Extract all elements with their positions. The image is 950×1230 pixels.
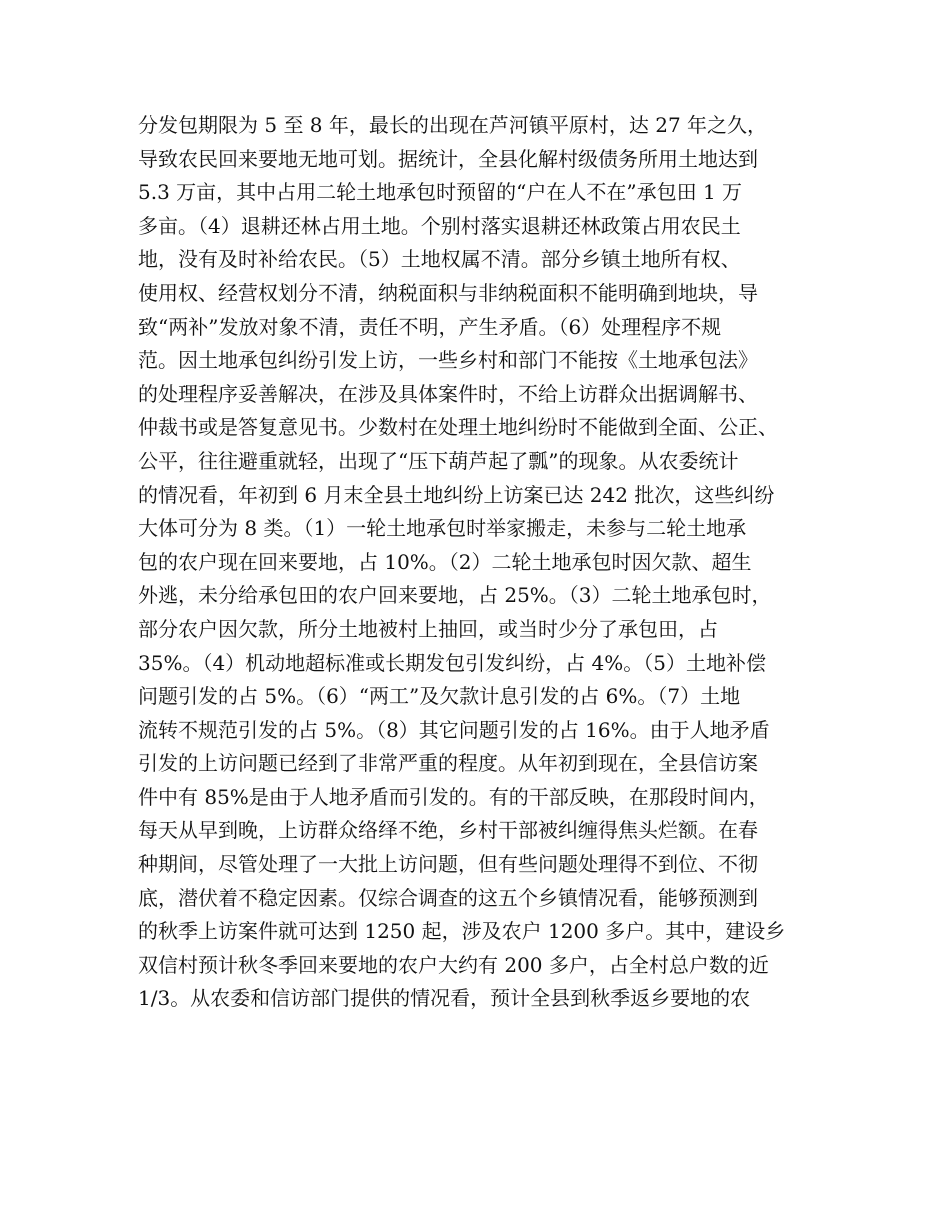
text-line-13: 大体可分为 8 类。（1）一轮土地承包时举家搬走，未参与二轮土地承 xyxy=(138,516,747,541)
text-line-9: 的处理程序妥善解决，在涉及具体案件时，不给上访群众出据调解书、 xyxy=(138,381,758,406)
text-line-12: 的情况看，年初到 6 月末全县土地纠纷上访案已达 242 批次，这些纠纷 xyxy=(138,482,775,507)
text-line-1: 分发包期限为 5 至 8 年，最长的出现在芦河镇平原村，达 27 年之久， xyxy=(138,113,768,137)
text-line-21: 件中有 85%是由于人地矛盾而引发的。有的干部反映，在那段时间内， xyxy=(138,784,769,809)
body-paragraph xyxy=(138,109,828,1016)
text-line-7: 致“两补”发放对象不清，责任不明，产生矛盾。（6）处理程序不规 xyxy=(138,314,722,339)
text-line-14: 包的农户现在回来要地，占 10%。（2）二轮土地承包时因欠款、超生 xyxy=(138,549,752,574)
text-line-17: 35%。（4）机动地超标准或长期发包引发纠纷，占 4%。（5）土地补偿 xyxy=(138,650,766,675)
text-line-6: 使用权、经营权划分不清，纳税面积与非纳税面积不能明确到地块，导 xyxy=(138,280,758,305)
text-line-26: 双信村预计秋冬季回来要地的农户大约有 200 多户，占全村总户数的近 xyxy=(138,952,769,977)
text-line-8: 范。因土地承包纠纷引发上访，一些乡村和部门不能按《土地承包法》 xyxy=(138,348,758,373)
text-line-23: 种期间，尽管处理了一大批上访问题，但有些问题处理得不到位、不彻 xyxy=(138,852,758,877)
text-line-22: 每天从早到晚，上访群众络绎不绝，乡村干部被纠缠得焦头烂额。在春 xyxy=(138,818,758,843)
text-line-18: 问题引发的占 5%。（6）“两工”及欠款计息引发的占 6%。（7）土地 xyxy=(138,684,741,709)
text-line-4: 多亩。（4）退耕还林占用土地。个别村落实退耕还林政策占用农民土 xyxy=(138,213,741,238)
text-line-24: 底，潜伏着不稳定因素。仅综合调查的这五个乡镇情况看，能够预测到 xyxy=(138,885,758,910)
text-line-5: 地，没有及时补给农民。（5）土地权属不清。部分乡镇土地所有权、 xyxy=(138,247,741,272)
text-line-16: 部分农户因欠款，所分土地被村上抽回，或当时少分了承包田，占 xyxy=(138,616,718,641)
text-line-3: 5.3 万亩，其中占用二轮土地承包时预留的“户在人不在”承包田 1 万 xyxy=(138,180,743,205)
text-line-2: 导致农民回来要地无地可划。据统计，全县化解村级债务所用土地达到 xyxy=(138,146,758,171)
text-line-20: 引发的上访问题已经到了非常严重的程度。从年初到现在，全县信访案 xyxy=(138,751,758,776)
text-line-11: 公平，往往避重就轻，出现了“压下葫芦起了瓢”的现象。从农委统计 xyxy=(138,448,739,473)
text-line-10: 仲裁书或是答复意见书。少数村在处理土地纠纷时不能做到全面、公正、 xyxy=(138,415,778,440)
text-line-19: 流转不规范引发的占 5%。（8）其它问题引发的占 16%。由于人地矛盾 xyxy=(138,717,770,742)
text-line-27: 1/3。从农委和信访部门提供的情况看，预计全县到秋季返乡要地的农 xyxy=(138,986,751,1011)
text-line-25: 的秋季上访案件就可达到 1250 起，涉及农户 1200 多户。其中，建设乡 xyxy=(138,919,786,944)
text-line-15: 外逃，未分给承包田的农户回来要地，占 25%。（3）二轮土地承包时， xyxy=(138,583,772,608)
